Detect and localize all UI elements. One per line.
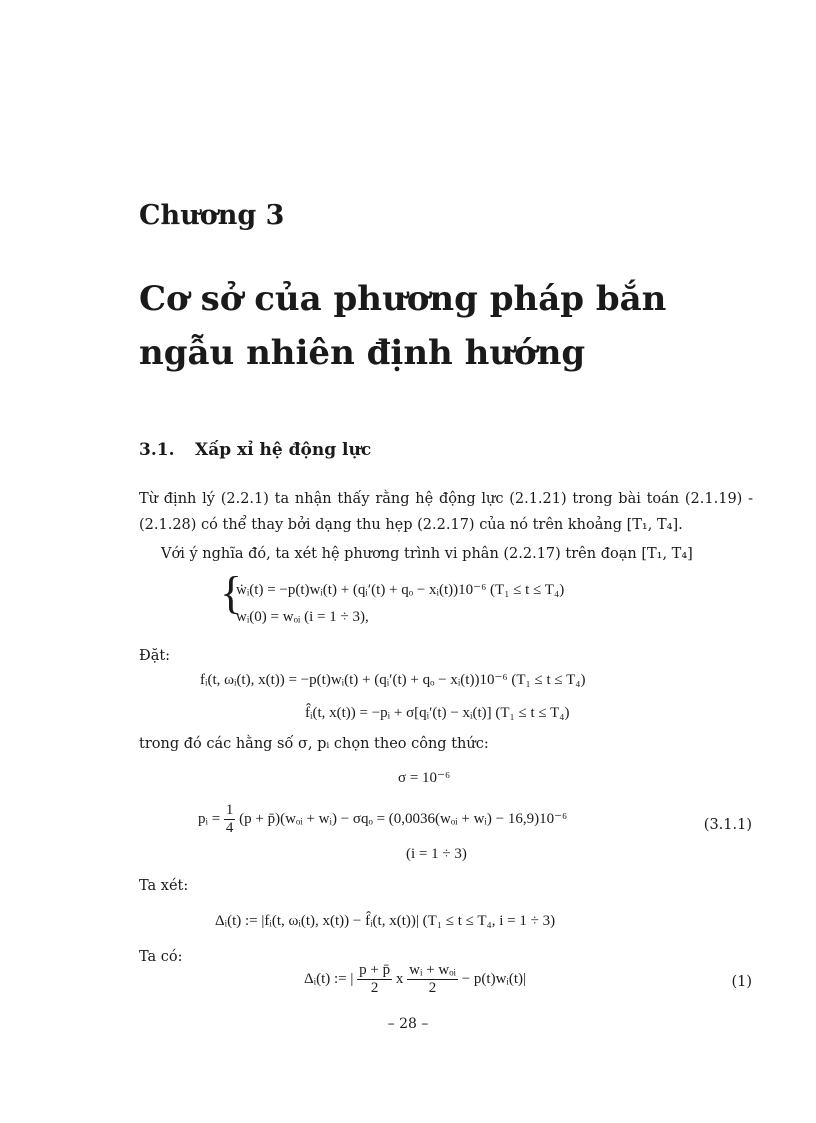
section-number: 3.1. <box>139 440 175 460</box>
f-definition: fᵢ(t, ωᵢ(t), x(t)) = −p(t)wᵢ(t) + (qᵢ′(t) + qₒ − xᵢ(t))10⁻⁶ (T₁ ≤ t ≤ T₄) <box>200 672 586 688</box>
chapter-label: Chương 3 <box>139 200 285 231</box>
w-avg-numerator: wᵢ + wₒᵢ <box>409 962 456 978</box>
p-equation <box>198 802 567 837</box>
quarter-fraction <box>224 802 236 837</box>
p-lhs: pᵢ = <box>198 810 221 827</box>
quarter-numerator: 1 <box>225 802 234 818</box>
ta-xet-label: Ta xét: <box>139 878 189 894</box>
w-avg-denominator: 2 <box>428 980 437 996</box>
delta-lhs: Δᵢ(t) := | <box>304 970 354 987</box>
ta-co-label: Ta có: <box>139 949 183 965</box>
equation-number-1: (1) <box>731 974 752 990</box>
chapter-title: Cơ sở của phương pháp bắn ngẫu nhiên định hướng <box>139 279 667 373</box>
p-avg-denominator: 2 <box>370 980 379 996</box>
delta-definition: Δᵢ(t) := |fᵢ(t, ωᵢ(t), x(t)) − f̂ᵢ(t, x(t))| (T₁ ≤ t ≤ T₄, i = 1 ÷ 3) <box>215 913 556 929</box>
paragraph-1: Từ định lý (2.2.1) ta nhận thấy rằng hệ động lực (2.1.21) trong bài toán (2.1.19) - (2.1.28) có thể thay bởi dạng thu hẹp (2.2.17) của nó trên khoảng [T₁, T₄]. <box>139 491 753 533</box>
equation-number-3-1-1: (3.1.1) <box>703 817 752 833</box>
section-title: Xấp xỉ hệ động lực <box>195 440 372 460</box>
section-heading <box>139 440 371 460</box>
paragraph-2: Với ý nghĩa đó, ta xét hệ phương trình vi phân (2.2.17) trên đoạn [T₁, T₄] <box>161 546 693 562</box>
dat-label: Đặt: <box>139 648 171 664</box>
system-equation-2: wᵢ(0) = wₒᵢ (i = 1 ÷ 3), <box>236 609 369 625</box>
system-brace: { <box>220 567 243 618</box>
p-range: (i = 1 ÷ 3) <box>406 846 467 862</box>
quarter-denominator: 4 <box>225 820 234 836</box>
fhat-definition: f̂ᵢ(t, x(t)) = −pᵢ + σ[qᵢ′(t) − xᵢ(t)] (T₁ ≤ t ≤ T₄) <box>305 705 570 721</box>
sigma-equation: σ = 10⁻⁶ <box>398 770 451 786</box>
delta-expansion <box>304 962 526 997</box>
w-avg-fraction <box>407 962 458 997</box>
p-avg-fraction <box>357 962 392 997</box>
system-equation-1: ẇᵢ(t) = −p(t)wᵢ(t) + (qᵢ′(t) + qₒ − xᵢ(t))10⁻⁶ (T₁ ≤ t ≤ T₄) <box>236 582 565 598</box>
times-symbol: x <box>395 970 404 987</box>
delta-rhs: − p(t)wᵢ(t)| <box>461 970 527 987</box>
p-avg-numerator: p + p̄ <box>359 962 391 978</box>
page-number: – 28 – <box>387 1016 429 1032</box>
trong-do-text: trong đó các hằng số σ, pᵢ chọn theo công thức: <box>139 736 489 752</box>
p-rhs: (p + p̄)(wₒᵢ + wᵢ) − σqₒ = (0,0036(wₒᵢ + wᵢ) − 16,9)10⁻⁶ <box>239 810 568 827</box>
